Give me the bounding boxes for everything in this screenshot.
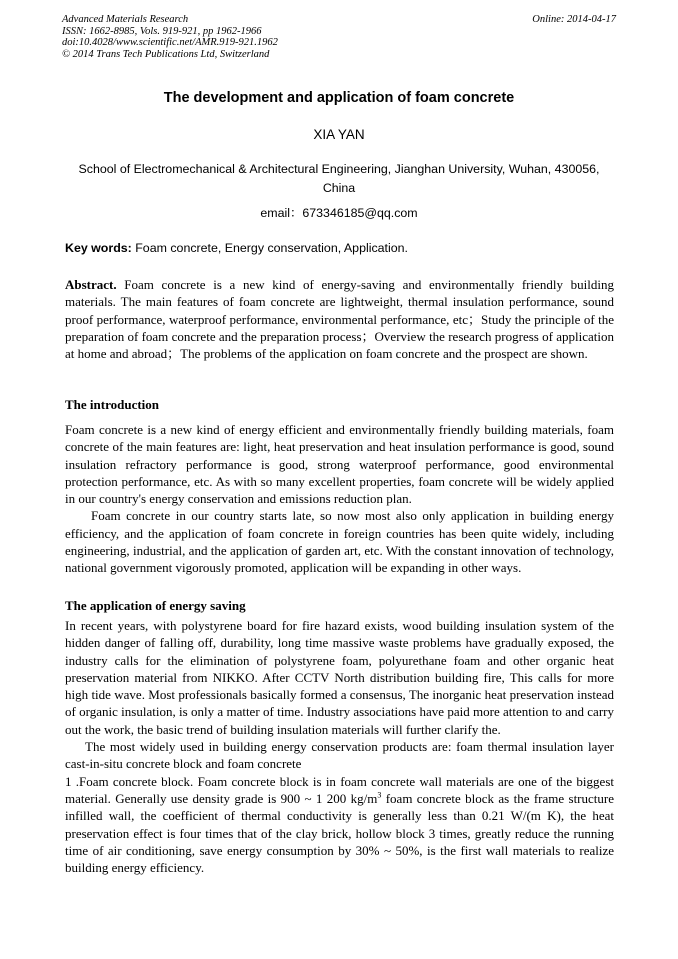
energy-paragraph-1: In recent years, with polystyrene board for fire hazard exists, wood building insulation system of the hidden danger of falling off, durability, long time massive waste problems have gradually exposed, the industry calls for the elimination of polystyrene foam, polyurethane foam and other organic heat preservation material from NIKKO. After CCTV North distribution building fire, This calls for more high tide wave. Most professionals basically formed a consensus, The inorganic heat preservation instead of organic insulation, is only a matter of time. Industry associations have paid more attention to and carry out the work, the basic trend of building insulation materials will further clarify the. — [65, 618, 614, 737]
energy-p3-a: 1 .Foam concrete block. Foam concrete block is in foam concrete wall materials are one of the biggest material. Generally use density grade is 900 ~ 1 200 kg/m — [65, 773, 614, 806]
keywords-text: Foam concrete, Energy conservation, Application. — [131, 241, 408, 255]
energy-heading: The application of energy saving — [65, 598, 246, 613]
doi-line: doi:10.4028/www.scientific.net/AMR.919-921.1962 — [62, 37, 278, 49]
energy-paragraph-2: The most widely used in building energy conservation products are: foam thermal insulation layer cast-in-situ concrete block and foam concrete — [65, 739, 614, 772]
superscript-3: 3 — [377, 790, 382, 800]
author-email: email：673346185@qq.com — [260, 206, 418, 220]
intro-section — [65, 421, 614, 577]
copyright-line: © 2014 Trans Tech Publications Ltd, Switzerland — [62, 48, 270, 60]
energy-p3-b: foam concrete block as the frame structure infilled wall, the coefficient of thermal conductivity is generally less than 0.21 W/(m K), the heat preservation effect is four times that of the clay brick, hollow block 3 times, greatly reduce the running time of air conditioning, save energy consumption by 30% ~ 50%, is the first wall materials to realize building energy efficiency. — [65, 790, 614, 876]
author-name: XIA YAN — [313, 127, 365, 142]
energy-paragraph-3 — [65, 773, 614, 877]
paper-title: The development and application of foam concrete — [163, 90, 515, 106]
intro-heading: The introduction — [65, 397, 160, 412]
abstract-text: Foam concrete is a new kind of energy-saving and environmentally friendly building materials. The main features of foam concrete are lightweight, thermal insulation performance, sound proof performance, waterproof performance, environmental performance, etc；Study the principle of the preparation of foam concrete and the preparation process；Overview the research progress of application at home and abroad；The problems of the application on foam concrete and the prospect are shown. — [65, 277, 614, 362]
issn-line: ISSN: 1662-8985, Vols. 919-921, pp 1962-1966 — [62, 25, 262, 37]
intro-paragraph-1: Foam concrete is a new kind of energy efficient and environmentally friendly building materials, foam concrete of the main features are: light, heat preservation and heat insulation performance is good, sound insulation refractory performance is good, strong waterproof performance, good environmental protection performance, etc. As with so many excellent properties, foam concrete will be widely applied in our country's energy conservation and emissions reduction plan. — [65, 422, 614, 507]
intro-paragraph-2: Foam concrete in our country starts late, so now most also only application in building energy efficiency, and the application of foam concrete in foreign countries has been quite widely, including engineering, industrial, and the application of garden art, etc. With the constant innovation of technology, national government vigorously promoted, application will be expanding in other ways. — [65, 508, 614, 576]
abstract-label: Abstract. — [65, 277, 117, 292]
affiliation: School of Electromechanical & Architectural Engineering, Jianghan University, Wuhan, 430056, China — [78, 162, 600, 195]
journal-header — [62, 14, 616, 60]
keywords — [65, 241, 615, 255]
journal-name: Advanced Materials Research — [62, 14, 189, 25]
abstract — [65, 276, 614, 362]
keywords-label: Key words: — [65, 241, 132, 255]
energy-section — [65, 617, 614, 876]
online-date: Online: 2014-04-17 — [532, 14, 616, 25]
